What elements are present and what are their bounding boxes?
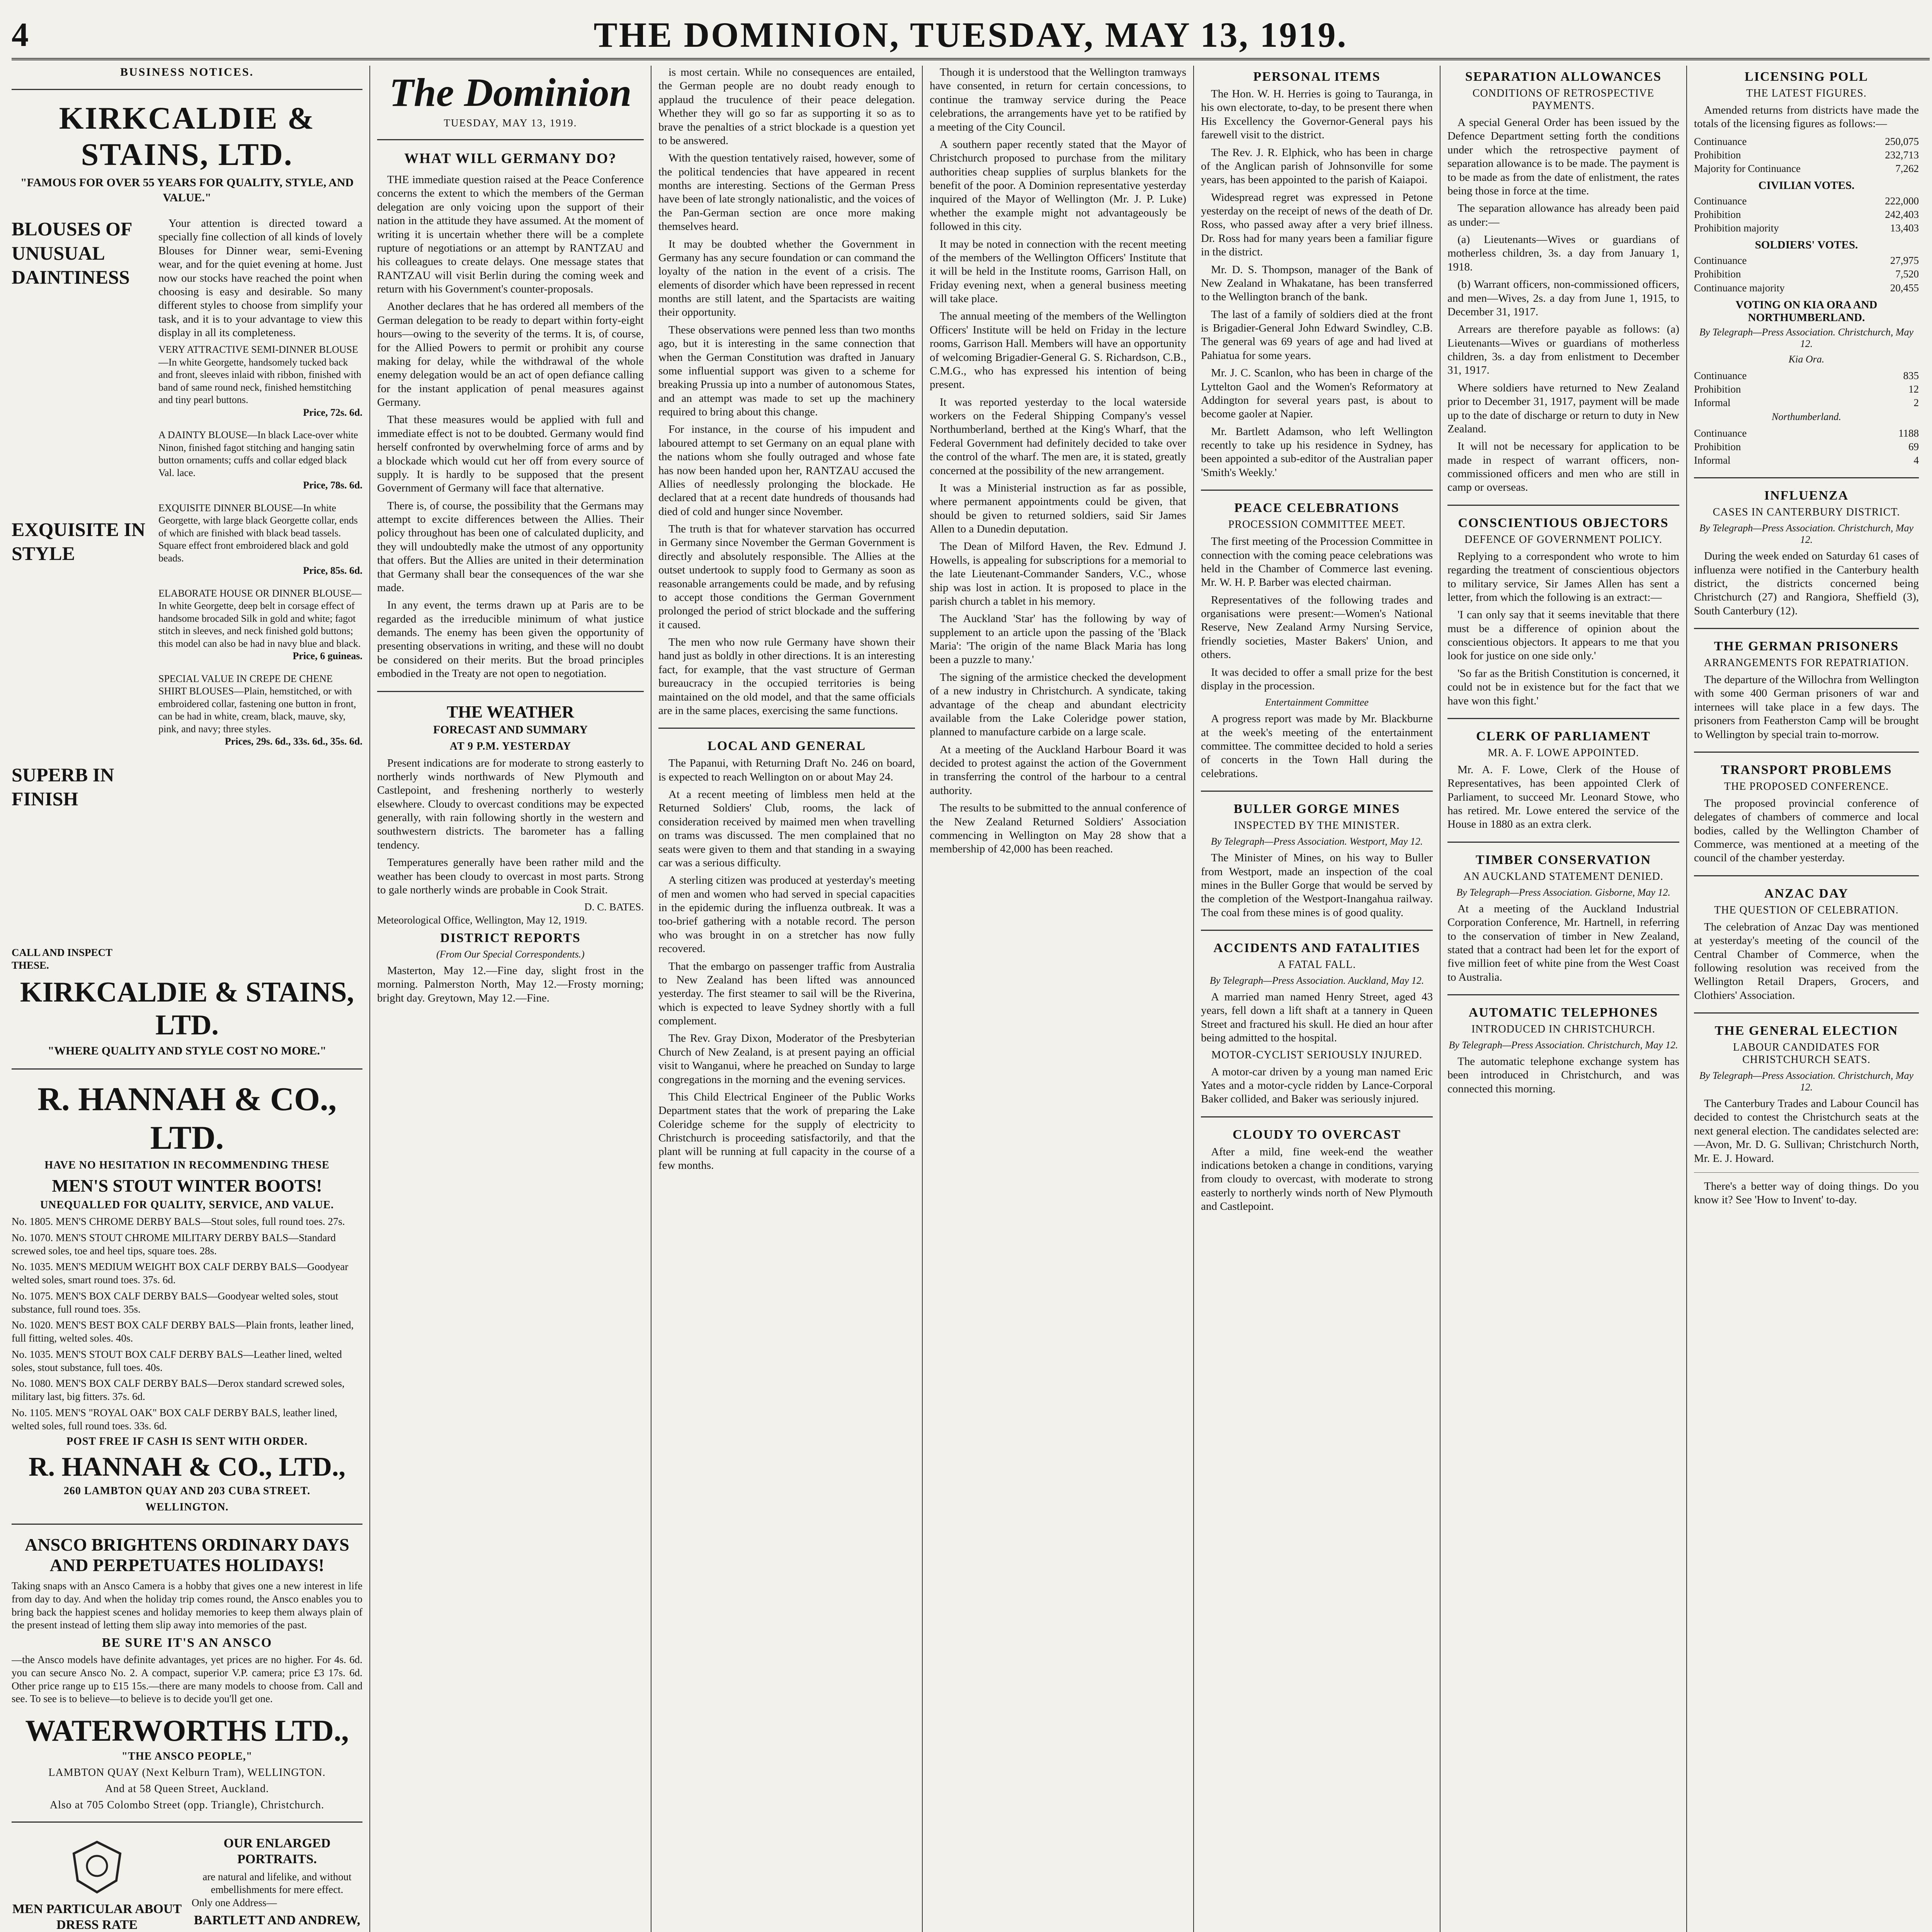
buller-byline: By Telegraph—Press Association. Westport, May 12. <box>1211 836 1423 847</box>
divider <box>12 1821 362 1823</box>
divider <box>12 1524 362 1525</box>
closing-ad: There's a better way of doing things. Do you know it? See 'How to Invent' to-day. <box>1694 1180 1919 1206</box>
personal-items-head: PERSONAL ITEMS <box>1253 70 1381 84</box>
blouse-price: Prices, 29s. 6d., 33s. 6d., 35s. 6d. <box>224 736 362 747</box>
column-6 <box>1440 66 1686 1932</box>
spacer <box>12 823 151 946</box>
weather-signature: D. C. BATES. <box>584 901 644 913</box>
anzac-sub: THE QUESTION OF CELEBRATION. <box>1714 904 1899 916</box>
personal-item: The Hon. W. H. Herries is going to Tauranga, in his own electorate, to-day, to be present there when His Excellency the Governor-General pays his farewell visit to the district. <box>1201 88 1433 141</box>
hannah-lead: HAVE NO HESITATION IN RECOMMENDING THESE <box>44 1159 330 1171</box>
weather-title: THE WEATHER <box>447 702 574 721</box>
entertainment-head: Entertainment Committee <box>1265 697 1369 708</box>
boot-item: No. 1075. MEN'S BOX CALF DERBY BALS—Goodyear welted soles, stout substance, full round toes. 35s. <box>12 1290 338 1315</box>
article-paragraph: For instance, in the course of his impudent and laboured attempt to set Germany on an equal plane with the nations whom she foully outraged and whose fate has now been handed upon her, RANTZAU accused the Allies of needlessly prolonging the blockade. He declared that at a recent date hundreds of thousands had died of cold and hunger since November. <box>658 423 915 518</box>
ansco-sure: BE SURE IT'S AN ANSCO <box>102 1636 272 1650</box>
divider <box>1201 490 1433 491</box>
timber-byline: By Telegraph—Press Association. Gisborne, May 12. <box>1456 886 1670 898</box>
article-paragraph: With the question tentatively raised, however, some of the political tendencies that have appeared in recent months are interesting. Sections of the German Press have been of late strongly nationalistic, and the voices of the Pan-German section are once more making themselves heard. <box>658 152 915 233</box>
blouse-item: ELABORATE HOUSE OR DINNER BLOUSE—In white Georgette, deep belt in corsage effect of handsome brocaded Silk in gold and white; fagot stitch in sleeves, and neck finished gold buttons; this model can also be had in navy blue and black. Price, 6 guineas. <box>158 587 362 663</box>
blouse-items <box>158 217 362 972</box>
election-byline: By Telegraph—Press Association. Christchurch, May 12. <box>1699 1070 1914 1093</box>
local-item: The Papanui, with Returning Draft No. 246 on board, is expected to reach Wellington on or about May 24. <box>658 757 915 783</box>
soldiers-votes-head: SOLDIERS' VOTES. <box>1755 239 1858 252</box>
hannah-city: WELLINGTON. <box>145 1501 229 1514</box>
article-paragraph: is most certain. While no consequences are entailed, the German people are no doubt ready enough to applaud the truculence of their peace delegation. Whether they will go so far as supporting it so as to brave the penalties of a strict blockade is a question yet to be answered. <box>658 66 915 147</box>
separation-sub: CONDITIONS OF RETROSPECTIVE PAYMENTS. <box>1472 87 1655 112</box>
poll-row: Continuance 1188 <box>1694 427 1919 439</box>
prisoners-sub: ARRANGEMENTS FOR REPATRIATION. <box>1704 657 1909 669</box>
blouse-item: A DAINTY BLOUSE—In black Lace-over white Ninon, finished fagot stitching and hanging satin button ornaments; cuffs and collar edged black Val. lace. Price, 78s. 6d. <box>158 429 362 492</box>
article-paragraph: The annual meeting of the members of the Wellington Officers' Institute will be held on Friday in the lecture rooms, Garrison Hall. Members will have an opportunity of welcoming Brigadier-General G. S. Richardson, C.B., C.M.G., who has expressed his intention of being present. <box>930 310 1186 391</box>
peace-paragraph: Representatives of the following trades and organisations were present:—Women's National Reserve, New Zealand Army Nursing Service, friendly societies, Master Bakers' Union, and others. <box>1201 594 1433 661</box>
ansco-ad <box>12 1535 362 1811</box>
column-7 <box>1686 66 1926 1932</box>
poll-row: Prohibition 242,403 <box>1694 209 1919 221</box>
kirkcaldie-subtitle: "FAMOUS FOR OVER 55 YEARS FOR QUALITY, STYLE, AND VALUE." <box>20 176 354 204</box>
post-free-label: POST FREE IF CASH IS SENT WITH ORDER. <box>66 1435 308 1448</box>
peace-celebrations-head: PEACE CELEBRATIONS <box>1234 501 1400 515</box>
column-3 <box>651 66 922 1932</box>
ansco-title: ANSCO BRIGHTENS ORDINARY DAYS AND PERPETUATES HOLIDAYS! <box>25 1535 349 1575</box>
milligans-head: MEN PARTICULAR ABOUT DRESS RATE <box>12 1902 182 1932</box>
blouse-left-headings <box>12 217 151 972</box>
separation-paragraph: (b) Warrant officers, non-commissioned officers, and men—Wives, 2s. a day from June 1, 1915, to December 31, 1917. <box>1447 278 1679 318</box>
accidents-body: A married man named Henry Street, aged 43 years, fell down a lift shaft at a tannery in Queen Street and fractured his skull. He died an hour after being admitted to the hospital. <box>1201 991 1433 1044</box>
influenza-body: During the week ended on Saturday 61 cases of influenza were notified in the Canterbury health district, the districts concerned being Christchurch (27) and Rangiora, Sheffield (3), South Canterbury (12). <box>1694 550 1919 617</box>
accidents-byline: By Telegraph—Press Association. Auckland, May 12. <box>1209 975 1424 986</box>
article-paragraph: Though it is understood that the Wellington tramways have consented, in return for certain concessions, to continue the tramway service during the Peace celebrations, the arrangements have yet to be ratified by a meeting of the City Council. <box>930 66 1186 133</box>
waterworths-address-1: LAMBTON QUAY (Next Kelburn Tram), WELLINGTON. <box>48 1767 326 1779</box>
telephones-head: AUTOMATIC TELEPHONES <box>1468 1005 1658 1020</box>
lead-paragraph: That these measures would be applied with full and immediate effect is not to be doubted. Germany would find herself confronted by overwhelming force of arms and by a blockade which would cut her off from every source of supply. It is hardly to be supposed that the present Government of Germany will face that alternative. <box>377 413 644 495</box>
divider <box>1447 842 1679 843</box>
waterworths-sub: "THE ANSCO PEOPLE," <box>121 1750 253 1763</box>
divider <box>1694 875 1919 876</box>
blouse-price: Price, 85s. 6d. <box>303 565 362 577</box>
divider <box>1201 1116 1433 1117</box>
page-header <box>12 12 1930 60</box>
lead-paragraph: Another declares that he has ordered all members of the German delegation to be ready to depart within forty-eight hours—owing to the severity of the terms. It is, of course, for the Allied Powers to permit or prohibit any course making for delay, while the withdrawal of the whole enemy delegation would be an act of open defiance calling for the instant application of penal measures against Germany. <box>377 300 644 408</box>
transport-head: TRANSPORT PROBLEMS <box>1721 762 1892 777</box>
local-item: This Child Electrical Engineer of the Public Works Department states that the work of preparing the Lake Coleridge scheme for the supply of electricity to Christchurch is proceeding satisfactorily, and that the plant will be running at full capacity in the course of a few months. <box>658 1090 915 1172</box>
district-reports-body: Masterton, May 12.—Fine day, slight frost in the morning. Palmerston North, May 12.—Frosty morning; bright day. Greytown, May 12.—Fine. <box>377 964 644 1004</box>
licensing-head: LICENSING POLL <box>1745 70 1868 84</box>
kia-ora-head: VOTING ON KIA ORA AND NORTHUMBERLAND. <box>1735 298 1878 324</box>
waterworths-address-3: Also at 705 Colombo Street (opp. Triangle), Christchurch. <box>49 1799 325 1811</box>
divider <box>1201 791 1433 792</box>
influenza-head: INFLUENZA <box>1764 488 1849 503</box>
column-grid <box>12 66 1930 1932</box>
lower-ads-left <box>12 1833 182 1932</box>
unequalled-label: UNEQUALLED FOR QUALITY, SERVICE, AND VALUE. <box>40 1199 334 1211</box>
article-paragraph: It may be doubted whether the Government in Germany has any secure foundation or can command the loyalty of the nation in the event of a crisis. The elements of disorder which have been repressed in recent months are still latent, and the Spartacists are waiting their opportunity. <box>658 238 915 319</box>
divider <box>1694 1172 1919 1173</box>
blouse-intro: Your attention is directed toward a specially fine collection of all kinds of lovely Blouses for Dinner wear, semi-Evening wear, and for the quiet evening at home. Just now our stocks have reached the point when choosing is easy and desirable. So many different styles to choose from simplify your task, and it is to your advantage to view this display in all its completeness. <box>158 217 362 339</box>
article-paragraph: A southern paper recently stated that the Mayor of Christchurch proposed to purchase from the military authorities cheap supplies of surplus blankets for the benefit of the poor. A Dominion representative yesterday inquired of the Mayor of Wellington (Mr. J. P. Luke) whether the example might not advantageously be followed in this city. <box>930 138 1186 233</box>
influenza-byline: By Telegraph—Press Association. Christchurch, May 12. <box>1699 522 1914 546</box>
divider <box>377 139 644 140</box>
peace-paragraph: The first meeting of the Procession Committee in connection with the coming peace celebrations was held in the Chamber of Commerce last evening. Mr. W. H. P. Barber was elected chairman. <box>1201 535 1433 589</box>
transport-sub: THE PROPOSED CONFERENCE. <box>1724 780 1889 793</box>
election-body: The Canterbury Trades and Labour Council has decided to contest the Christchurch seats at the next general election. The candidates selected are:—Avon, Mr. D. G. Sullivan; Christchurch North, Mr. E. J. Howard. <box>1694 1097 1919 1165</box>
personal-item: The Rev. J. R. Elphick, who has been in charge of the Anglican parish of Johnsonville for some years, has been appointed to the parish of Kaiapoi. <box>1201 146 1433 186</box>
local-item: A sterling citizen was produced at yesterday's meeting of men and women who had served in special capacities in the epidemic during the influenza outbreak. It was a too-brief gathering with a notable record. The person who was brought in on a stretcher has now fully recovered. <box>658 874 915 955</box>
weather-body: Present indications are for moderate to strong easterly to northerly winds northwards of New Plymouth and Castlepoint, and freshening northerly to westerly elsewhere. Cloudy to overcast conditions may be expected generally, with rain following shortly in the western and southwestern districts. The barometer has a falling tendency. <box>377 757 644 851</box>
hannah-title-2: R. HANNAH & CO., LTD., <box>29 1452 345 1482</box>
article-paragraph: The truth is that for whatever starvation has occurred in Germany since November the German Government is directly and absolutely responsible. The Allies at the outset undertook to supply food to Germany as soon as reasonable arrangements could be made, and by refusing to accept those conditions the German Government prolonged the period of strict blockade and the suffering it caused. <box>658 523 915 631</box>
spacer <box>12 577 151 763</box>
transport-body: The proposed provincial conference of delegates of chambers of commerce and local bodies, called by the Wellington Chamber of Commerce, was mentioned at a meeting of the council of the chamber yesterday. <box>1694 797 1919 864</box>
business-notices-label: BUSINESS NOTICES. <box>120 66 254 78</box>
cloudy-head: CLOUDY TO OVERCAST <box>1233 1127 1401 1142</box>
divider <box>1447 505 1679 506</box>
portraits-head: OUR ENLARGED PORTRAITS. <box>223 1836 331 1866</box>
boot-item: No. 1035. MEN'S MEDIUM WEIGHT BOX CALF DERBY BALS—Goodyear welted soles, smart round toes. 37s. 6d. <box>12 1261 349 1286</box>
poll-row: Continuance 250,075 <box>1694 135 1919 147</box>
hannah-ad <box>12 1080 362 1514</box>
divider <box>1447 994 1679 995</box>
separation-paragraph: The separation allowance has already been paid as under:— <box>1447 202 1679 228</box>
blouse-heading-1: BLOUSES OF UNUSUAL DAINTINESS <box>12 218 132 288</box>
blouse-price: Price, 72s. 6d. <box>303 406 362 418</box>
divider <box>1201 930 1433 931</box>
spacer <box>12 301 151 517</box>
boot-item: No. 1020. MEN'S BEST BOX CALF DERBY BALS—Plain fronts, leather lined, full fitting, welted soles. 40s. <box>12 1319 354 1344</box>
weather-office: Meteorological Office, Wellington, May 12, 1919. <box>377 914 587 926</box>
poll-row: Continuance 27,975 <box>1694 255 1919 267</box>
weather-body-2: Temperatures generally have been rather mild and the weather has been cloudy to overcast in most parts. Strong to gale northerly winds are probable in Cook Strait. <box>377 856 644 896</box>
article-paragraph: It was reported yesterday to the local waterside workers on the Federal Shipping Company's vessel Northumberland, berthed at the King's Wharf, that the Federal Government had definitely decided to take over the control of the wharf. The men are, it is stated, greatly concerned at the possibility of the new arrangement. <box>930 396 1186 477</box>
prisoners-body: The departure of the Willochra from Wellington with some 400 German prisoners of war and internees will take place in a few days. The prisoners from Featherston Camp will be brought to Wellington by special train to-morrow. <box>1694 673 1919 741</box>
buller-sub: INSPECTED BY THE MINISTER. <box>1234 820 1400 832</box>
local-item: The Rev. Gray Dixon, Moderator of the Presbyterian Church of New Zealand, is at present paying an official visit to Wanganui, where he preached on Sunday to large congregations in the morning and the evening services. <box>658 1032 915 1086</box>
weather-time: AT 9 P.M. YESTERDAY <box>449 740 571 752</box>
poll-row: Prohibition 7,520 <box>1694 268 1919 280</box>
district-reports-head: DISTRICT REPORTS <box>440 930 581 945</box>
election-sub: LABOUR CANDIDATES FOR CHRISTCHURCH SEATS. <box>1733 1041 1880 1066</box>
crest-icon <box>12 1838 182 1896</box>
conscientious-paragraph: 'So far as the British Constitution is concerned, it could not be in existence but for the fact that we have won this fight.' <box>1447 667 1679 707</box>
article-paragraph: These observations were penned less than two months ago, but it is interesting in the same connection that when the German Constitution was drafted in January some influential support was given to a scheme for breaking Prussia up into a number of autonomous States, and an attempt was made to set up the machinery required to bring about this change. <box>658 323 915 418</box>
northumberland-label: Northumberland. <box>1772 411 1841 422</box>
anzac-head: ANZAC DAY <box>1764 886 1849 901</box>
portraits-only: Only one Address— <box>192 1897 277 1909</box>
article-paragraph: The Auckland 'Star' has the following by way of supplement to an article upon the passing of the 'Black Maria': 'The origin of the name Black Maria has long been a puzzle to many.' <box>930 612 1186 666</box>
article-paragraph: It may be noted in connection with the recent meeting of the members of the Wellington Officers' Institute that it will be held in the Institute rooms, Garrison Hall, on Friday evening next, when a general business meeting will take place. <box>930 238 1186 305</box>
newspaper-title: THE DOMINION, TUESDAY, MAY 13, 1919. <box>594 15 1348 54</box>
lead-paragraph: There is, of course, the possibility that the Germans may attempt to excite differences between the Allies. Their policy throughout has been one of calculated duplicity, and they will undoubtedly make the utmost of any opportunity that offers. But the Allies are united in their determination that Germany shall bear the consequences of the war she made. <box>377 499 644 594</box>
separation-head: SEPARATION ALLOWANCES <box>1465 70 1662 84</box>
ansco-body-2: —the Ansco models have definite advantages, yet prices are no higher. For 4s. 6d. you can secure Ansco No. 2. A compact, superior V.P. camera; price £3 17s. 6d. Other price range up to £15 15s.—there are many models to choose from. Call and see. To see is to believe—to believe is to decide you'll get one. <box>12 1654 362 1705</box>
column-editorial <box>369 66 651 1932</box>
separation-paragraph: Where soldiers have returned to New Zealand prior to December 31, 1917, payment will be made up to the date of discharge or return to duty in New Zealand. <box>1447 381 1679 435</box>
personal-item: Mr. D. S. Thompson, manager of the Bank of New Zealand in Whakatane, has been transferred to the Wellington branch of the bank. <box>1201 263 1433 303</box>
local-general-head: LOCAL AND GENERAL <box>707 739 866 753</box>
blouse-item: SPECIAL VALUE IN CREPE DE CHENE SHIRT BLOUSES—Plain, hemstitched, or with embroidered collar, fastening one button in front, can be had in white, cream, black, mauve, sky, pink, and navy; three styles. Prices, 29s. 6d., 33s. 6d., 35s. 6d. <box>158 673 362 748</box>
motorcyclist-head: MOTOR-CYCLIST SERIOUSLY INJURED. <box>1211 1049 1422 1061</box>
anzac-body: The celebration of Anzac Day was mentioned at yesterday's meeting of the council of the Central Chamber of Commerce, when the following resolution was received from the Wellington Retail Drapers, Grocers, and Clothiers' Association. <box>1694 920 1919 1002</box>
personal-item: The last of a family of soldiers died at the front is Brigadier-General John Edward Swindley, C.B. The general was 69 years of age and had lived at Pahiatua for some years. <box>1201 308 1433 362</box>
poll-row: Informal 4 <box>1694 454 1919 466</box>
boot-item: No. 1035. MEN'S STOUT BOX CALF DERBY BALS—Leather lined, welted soles, stout substance, full toes. 40s. <box>12 1348 342 1373</box>
divider <box>12 1068 362 1070</box>
blouse-heading-2: EXQUISITE IN STYLE <box>12 518 145 564</box>
dateline: TUESDAY, MAY 13, 1919. <box>444 117 577 129</box>
prisoners-head: THE GERMAN PRISONERS <box>1714 639 1899 654</box>
separation-paragraph: (a) Lieutenants—Wives or guardians of motherless children, 3s. a day from January 1, 1918. <box>1447 233 1679 273</box>
call-inspect-label: CALL AND INSPECT THESE. <box>12 946 112 971</box>
poll-row: Continuance majority 20,455 <box>1694 282 1919 294</box>
accidents-head: ACCIDENTS AND FATALITIES <box>1213 941 1420 955</box>
separation-paragraph: A special General Order has been issued by the Defence Department setting forth the conditions under which the retrospective payment of separation allowance is to be made. The payment is to be made as from the date of enlistment, the rates being those in force at the time. <box>1447 116 1679 197</box>
telephones-body: The automatic telephone exchange system has been introduced in Christchurch, and was connected this morning. <box>1447 1055 1679 1095</box>
timber-sub: AN AUCKLAND STATEMENT DENIED. <box>1463 870 1663 883</box>
conscientious-paragraph: 'I can only say that it seems inevitable that there must be a difference of opinion about the conscientious objectors. It appears to me that you look for justice on one side only.' <box>1447 609 1679 662</box>
influenza-sub: CASES IN CANTERBURY DISTRICT. <box>1713 506 1900 519</box>
poll-row: Informal 2 <box>1694 396 1919 408</box>
peace-celebrations-sub: PROCESSION COMMITTEE MEET. <box>1228 519 1406 531</box>
lead-heading: WHAT WILL GERMANY DO? <box>404 151 617 167</box>
article-paragraph: At a meeting of the Auckland Harbour Board it was decided to protest against the action of the Government in transferring the control of the harbour to a central authority. <box>930 743 1186 797</box>
licensing-intro: Amended returns from districts have made the totals of the licensing figures as follows:— <box>1694 104 1919 130</box>
clerk-head: CLERK OF PARLIAMENT <box>1476 729 1651 743</box>
kirkcaldie-ad <box>12 100 362 1058</box>
article-paragraph: The men who now rule Germany have shown their hand just as boldly in other directions. It is an interesting fact, for example, that the vast structure of German bureaucracy in the occupied territories is being maintained on the old model, and that the same officials are in the same places, exercising the same functions. <box>658 636 915 717</box>
divider <box>377 691 644 692</box>
blouse-price: Price, 78s. 6d. <box>303 480 362 491</box>
boot-item: No. 1105. MEN'S "ROYAL OAK" BOX CALF DERBY BALS, leather lined, welted soles, full round toes. 33s. 6d. <box>12 1406 337 1432</box>
personal-item: Widespread regret was expressed in Petone yesterday on the receipt of news of the death of Dr. Ross, who passed away after a very brief illness. Dr. Ross had for many years been a familiar figure in the district. <box>1201 191 1433 259</box>
waterworths-title: WATERWORTHS LTD., <box>25 1714 349 1748</box>
kirkcaldie-subtitle-2: "WHERE QUALITY AND STYLE COST NO MORE." <box>48 1044 327 1057</box>
lower-ads-right <box>192 1833 362 1932</box>
local-item: That the embargo on passenger traffic from Australia to New Zealand has been lifted was announced yesterday. The first steamer to sail will be the Riverina, which is expected to leave Sydney shortly with a full complement. <box>658 960 915 1027</box>
column-5 <box>1193 66 1440 1932</box>
article-paragraph: The signing of the armistice checked the development of a new industry in Christchurch. A syndicate, taking advantage of the cheap and abundant electricity available from the Lake Coleridge power station, planned to manufacture carbide on a large scale. <box>930 671 1186 738</box>
clerk-body: Mr. A. F. Lowe, Clerk of the House of Representatives, has been appointed Clerk of Parliament, to succeed Mr. Leonard Stowe, who has retired. Mr. Lowe entered the service of the House in 1880 as an extra clerk. <box>1447 763 1679 831</box>
boot-item: No. 1070. MEN'S STOUT CHROME MILITARY DERBY BALS—Standard screwed soles, toe and heel tips, square toes. 28s. <box>12 1231 336 1257</box>
separation-paragraph: It will not be necessary for application to be made in respect of warrant officers, non-commissioned officers and men who are still in camp or overseas. <box>1447 440 1679 494</box>
boot-item: No. 1805. MEN'S CHROME DERBY BALS—Stout soles, full round toes. 27s. <box>12 1216 345 1227</box>
lead-paragraph: THE immediate question raised at the Peace Conference concerns the extent to which the members of the German delegation are only voicing upon the support of their nation in the attitude they have assumed. At the moment of writing it is uncertain whether there will be a complete rupture of negotiations or an attempt by RANTZAU and his colleagues to create delays. One message states that RANTZAU will visit Berlin during the coming week and return with his Government's counter-proposals. <box>377 173 644 295</box>
separation-paragraph: Arrears are therefore payable as follows: (a) Lieutenants—Wives or guardians of motherless children, 3s. a day from enlistment to December 31, 1917. <box>1447 323 1679 377</box>
lower-ads <box>12 1833 362 1932</box>
personal-item: Mr. Bartlett Adamson, who left Wellington recently to take up his residence in Sydney, has been appointed a sub-editor of the Australian paper 'Smith's Weekly.' <box>1201 425 1433 479</box>
telephones-sub: INTRODUCED IN CHRISTCHURCH. <box>1471 1023 1655 1035</box>
timber-body: At a meeting of the Auckland Industrial Corporation Conference, Mr. Hartnell, in referring to the conservation of timber in New Zealand, stated that a contract had been let for the export of five million feet of white pine from the West Coast to Australia. <box>1447 902 1679 983</box>
election-head: THE GENERAL ELECTION <box>1714 1024 1898 1038</box>
divider <box>658 728 915 729</box>
buller-body: The Minister of Mines, on his way to Buller from Westport, made an inspection of the coal mines in the Buller Gorge that would be served by the completion of the Westport-Inangahua railway. The coal from these mines is of good quality. <box>1201 852 1433 919</box>
divider <box>1694 477 1919 478</box>
telephones-byline: By Telegraph—Press Association. Christchurch, May 12. <box>1449 1039 1678 1051</box>
divider <box>12 89 362 90</box>
personal-item: Mr. J. C. Scanlon, who has been in charge of the Lyttelton Gaol and the Women's Reformatory at Addington for several years past, is about to become gaoler at Napier. <box>1201 367 1433 420</box>
column-advertisements <box>12 66 369 1932</box>
poll-row: Prohibition 232,713 <box>1694 149 1919 161</box>
divider <box>1447 718 1679 719</box>
blouse-price: Price, 6 guineas. <box>293 650 362 662</box>
licensing-sub: THE LATEST FIGURES. <box>1746 87 1867 99</box>
hannah-address: 260 LAMBTON QUAY AND 203 CUBA STREET. <box>63 1485 311 1497</box>
poll-row: Prohibition majority 13,403 <box>1694 222 1919 234</box>
clerk-sub: MR. A. F. LOWE APPOINTED. <box>1488 747 1639 759</box>
buller-head: BULLER GORGE MINES <box>1233 802 1400 816</box>
page-number: 4 <box>12 16 29 54</box>
conscientious-sub: DEFENCE OF GOVERNMENT POLICY. <box>1464 533 1662 546</box>
entertainment-body: A progress report was made by Mr. Blackburne at the week's meeting of the entertainment committee. The committee decided to hold a series of concerts in the Town Hall during the celebrations. <box>1201 713 1433 780</box>
poll-row: Continuance 835 <box>1694 369 1919 381</box>
kia-ora-byline: By Telegraph—Press Association. Christchurch, May 12. <box>1699 326 1914 349</box>
blouse-heading-3: SUPERB IN FINISH <box>12 764 114 810</box>
portraits-firm: BARTLETT AND ANDREW, <box>194 1913 361 1927</box>
hannah-title: R. HANNAH & CO., LTD. <box>37 1080 337 1156</box>
ansco-body: Taking snaps with an Ansco Camera is a hobby that gives one a new interest in life from day to day. And when the holiday trip comes round, the Ansco enables you to bring back the happiest scenes and holiday memories to keep them always plain of the present instead of letting them slip away into memories of the past. <box>12 1580 362 1631</box>
article-paragraph: It was a Ministerial instruction as far as possible, where permanent appointments could be given, that should be given to returned soldiers, said Sir James Allen to a Dunedin deputation. <box>930 481 1186 535</box>
boot-item: No. 1080. MEN'S BOX CALF DERBY BALS—Derox standard screwed soles, military last, big fitters. 37s. 6d. <box>12 1378 345 1402</box>
poll-row: Continuance 222,000 <box>1694 195 1919 207</box>
timber-head: TIMBER CONSERVATION <box>1475 852 1651 867</box>
peace-paragraph: It was decided to offer a small prize for the best display in the procession. <box>1201 666 1433 692</box>
motorcyclist-body: A motor-car driven by a young man named Eric Yates and a motor-cycle ridden by Lance-Corporal Baker collided, and Baker was seriously injured. <box>1201 1065 1433 1105</box>
divider <box>1694 752 1919 753</box>
blouse-ad-grid <box>12 217 362 972</box>
kia-ora-label: Kia Ora. <box>1788 353 1825 365</box>
conscientious-paragraph: Replying to a correspondent who wrote to him regarding the treatment of conscientious objectors to military service, Sir James Allen has sent a letter, from which the following is an extract:— <box>1447 550 1679 604</box>
lead-paragraph: In any event, the terms drawn up at Paris are to be regarded as the irreducible minimum of what justice demands. The enemy has been given the opportunity of presenting observations in writing, and these will no doubt be considered on their merits. But the broad principles embodied in the Treaty are not open to negotiation. <box>377 599 644 680</box>
divider <box>1694 628 1919 629</box>
cloudy-body: After a mild, fine week-end the weather indications betoken a change in conditions, varying from cloudy to overcast, with moderate to strong easterly to northerly winds north of New Plymouth and Castlepoint. <box>1201 1145 1433 1213</box>
waterworths-address-2: And at 58 Queen Street, Auckland. <box>105 1783 269 1795</box>
district-reports-sub: (From Our Special Correspondents.) <box>436 948 585 960</box>
portraits-body: are natural and lifelike, and without embellishments for mere effect. <box>202 1871 352 1896</box>
conscientious-head: CONSCIENTIOUS OBJECTORS <box>1458 515 1669 530</box>
boots-title: MEN'S STOUT WINTER BOOTS! <box>52 1176 322 1196</box>
poll-row: Majority for Continuance 7,262 <box>1694 162 1919 174</box>
column-4 <box>922 66 1193 1932</box>
poll-row: Prohibition 69 <box>1694 440 1919 452</box>
article-paragraph: The results to be submitted to the annual conference of the New Zealand Returned Soldiers' Association commencing in Wellington on May 28 show that a membership of 42,000 has been reached. <box>930 802 1186 855</box>
local-item: At a recent meeting of limbless men held at the Returned Soldiers' Club, rooms, the lack of consideration received by maimed men when travelling on trams was discussed. The men complained that no seats were given to them and that standing in a swaying car was a serious difficulty. <box>658 788 915 869</box>
blouse-item: VERY ATTRACTIVE SEMI-DINNER BLOUSE—In white Georgette, handsomely tucked back and front, sleeves inlaid with ribbon, finished with band of same round neck, finished hemstitching and tiny pearl buttons. Price, 72s. 6d. <box>158 344 362 419</box>
article-paragraph: The Dean of Milford Haven, the Rev. Edmund J. Howells, is appealing for subscriptions for a memorial to the late Lieutenant-Commander Sanders, V.C., whose ship was lost in action. It is proposed to place in the parish church a tablet in his memory. <box>930 540 1186 607</box>
blouse-item: EXQUISITE DINNER BLOUSE—In white Georgette, with large black Georgette collar, ends of which are finished with black bead tassels. Square effect front embroidered black and gold beads. Price, 85s. 6d. <box>158 502 362 577</box>
divider <box>1694 1012 1919 1014</box>
civilian-votes-head: CIVILIAN VOTES. <box>1758 179 1855 192</box>
weather-subtitle: FORECAST AND SUMMARY <box>433 723 588 736</box>
masthead: The Dominion <box>389 70 632 115</box>
kirkcaldie-title-2: KIRKCALDIE & STAINS, LTD. <box>20 976 354 1041</box>
accidents-sub: A FATAL FALL. <box>1277 959 1356 971</box>
kirkcaldie-title: KIRKCALDIE & STAINS, LTD. <box>59 100 315 172</box>
poll-row: Prohibition 12 <box>1694 383 1919 395</box>
